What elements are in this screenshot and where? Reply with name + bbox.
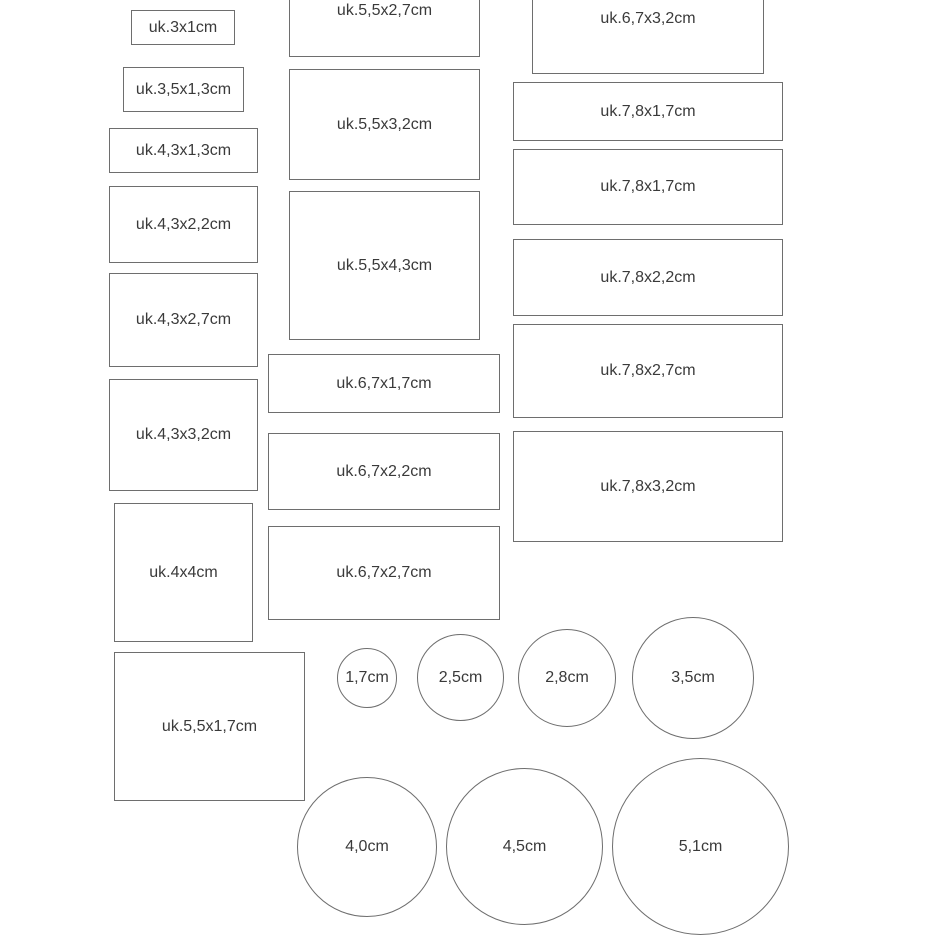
rect-label: uk.4,3x1,3cm: [135, 141, 232, 159]
rect-shape-uk-7-8x2-2: [513, 239, 783, 316]
rect-shape-uk-6-7x2-7: [268, 526, 500, 620]
circle-shape-2-5: [417, 634, 504, 721]
rect-shape-uk-4x4: [114, 503, 253, 642]
rect-shape-uk-4-3x2-2: [109, 186, 258, 263]
rect-shape-uk-5-5x4-3: [289, 191, 480, 340]
rect-label: uk.6,7x2,2cm: [336, 462, 432, 480]
rect-label: uk.6,7x1,7cm: [336, 374, 432, 392]
rect-shape-uk-3x1: [131, 10, 235, 45]
rect-label: uk.6,7x3,2cm: [600, 10, 696, 27]
circle-label: 5,1cm: [678, 837, 723, 855]
rect-shape-uk-5-5x3-2: [289, 69, 480, 180]
circle-shape-5-1: [612, 758, 789, 935]
circle-label: 4,5cm: [502, 837, 547, 855]
rect-shape-uk-7-8x1-7-b: [513, 149, 783, 225]
circle-shape-4-5: [446, 768, 603, 925]
circle-label: 4,0cm: [345, 838, 389, 855]
rect-label: uk.7,8x3,2cm: [600, 477, 696, 495]
circle-shape-1-7: [337, 648, 397, 708]
rect-label: uk.5,5x1,7cm: [161, 717, 258, 735]
rect-label: uk.6,7x2,7cm: [336, 564, 432, 581]
rect-shape-uk-6-7x3-2: [532, 0, 764, 74]
rect-label: uk.3x1cm: [148, 18, 218, 36]
circle-shape-3-5: [632, 617, 754, 739]
circle-shape-4-0: [297, 777, 437, 917]
circle-label: 3,5cm: [671, 669, 715, 686]
rect-shape-uk-3-5x1-3: [123, 67, 244, 112]
rect-shape-uk-5-5x1-7: [114, 652, 305, 801]
rect-shape-uk-7-8x1-7-a: [513, 82, 783, 141]
circle-label: 1,7cm: [345, 669, 389, 686]
rect-label: uk.3,5x1,3cm: [135, 80, 232, 98]
circle-label: 2,5cm: [438, 668, 483, 686]
rect-shape-uk-6-7x2-2: [268, 433, 500, 510]
rect-label: uk.5,5x2,7cm: [336, 2, 433, 19]
circle-label: 2,8cm: [545, 669, 589, 686]
rect-shape-uk-5-5x2-7: [289, 0, 480, 57]
rect-label: uk.4,3x2,2cm: [135, 215, 232, 233]
rect-label: uk.4,3x3,2cm: [135, 426, 232, 443]
rect-label: uk.7,8x2,2cm: [600, 268, 696, 286]
rect-label: uk.5,5x4,3cm: [336, 256, 433, 274]
rect-shape-uk-4-3x2-7: [109, 273, 258, 367]
rect-shape-uk-4-3x3-2: [109, 379, 258, 491]
rect-label: uk.7,8x2,7cm: [600, 362, 696, 379]
rect-shape-uk-7-8x3-2: [513, 431, 783, 542]
rect-label: uk.4x4cm: [149, 563, 218, 581]
rect-shape-uk-7-8x2-7: [513, 324, 783, 418]
rect-shape-uk-4-3x1-3: [109, 128, 258, 173]
rect-label: uk.5,5x3,2cm: [336, 115, 433, 133]
rect-label: uk.4,3x2,7cm: [135, 311, 232, 328]
rect-label: uk.7,8x1,7cm: [600, 178, 696, 195]
rect-label: uk.7,8x1,7cm: [600, 102, 696, 120]
rect-shape-uk-6-7x1-7: [268, 354, 500, 413]
circle-shape-2-8: [518, 629, 616, 727]
